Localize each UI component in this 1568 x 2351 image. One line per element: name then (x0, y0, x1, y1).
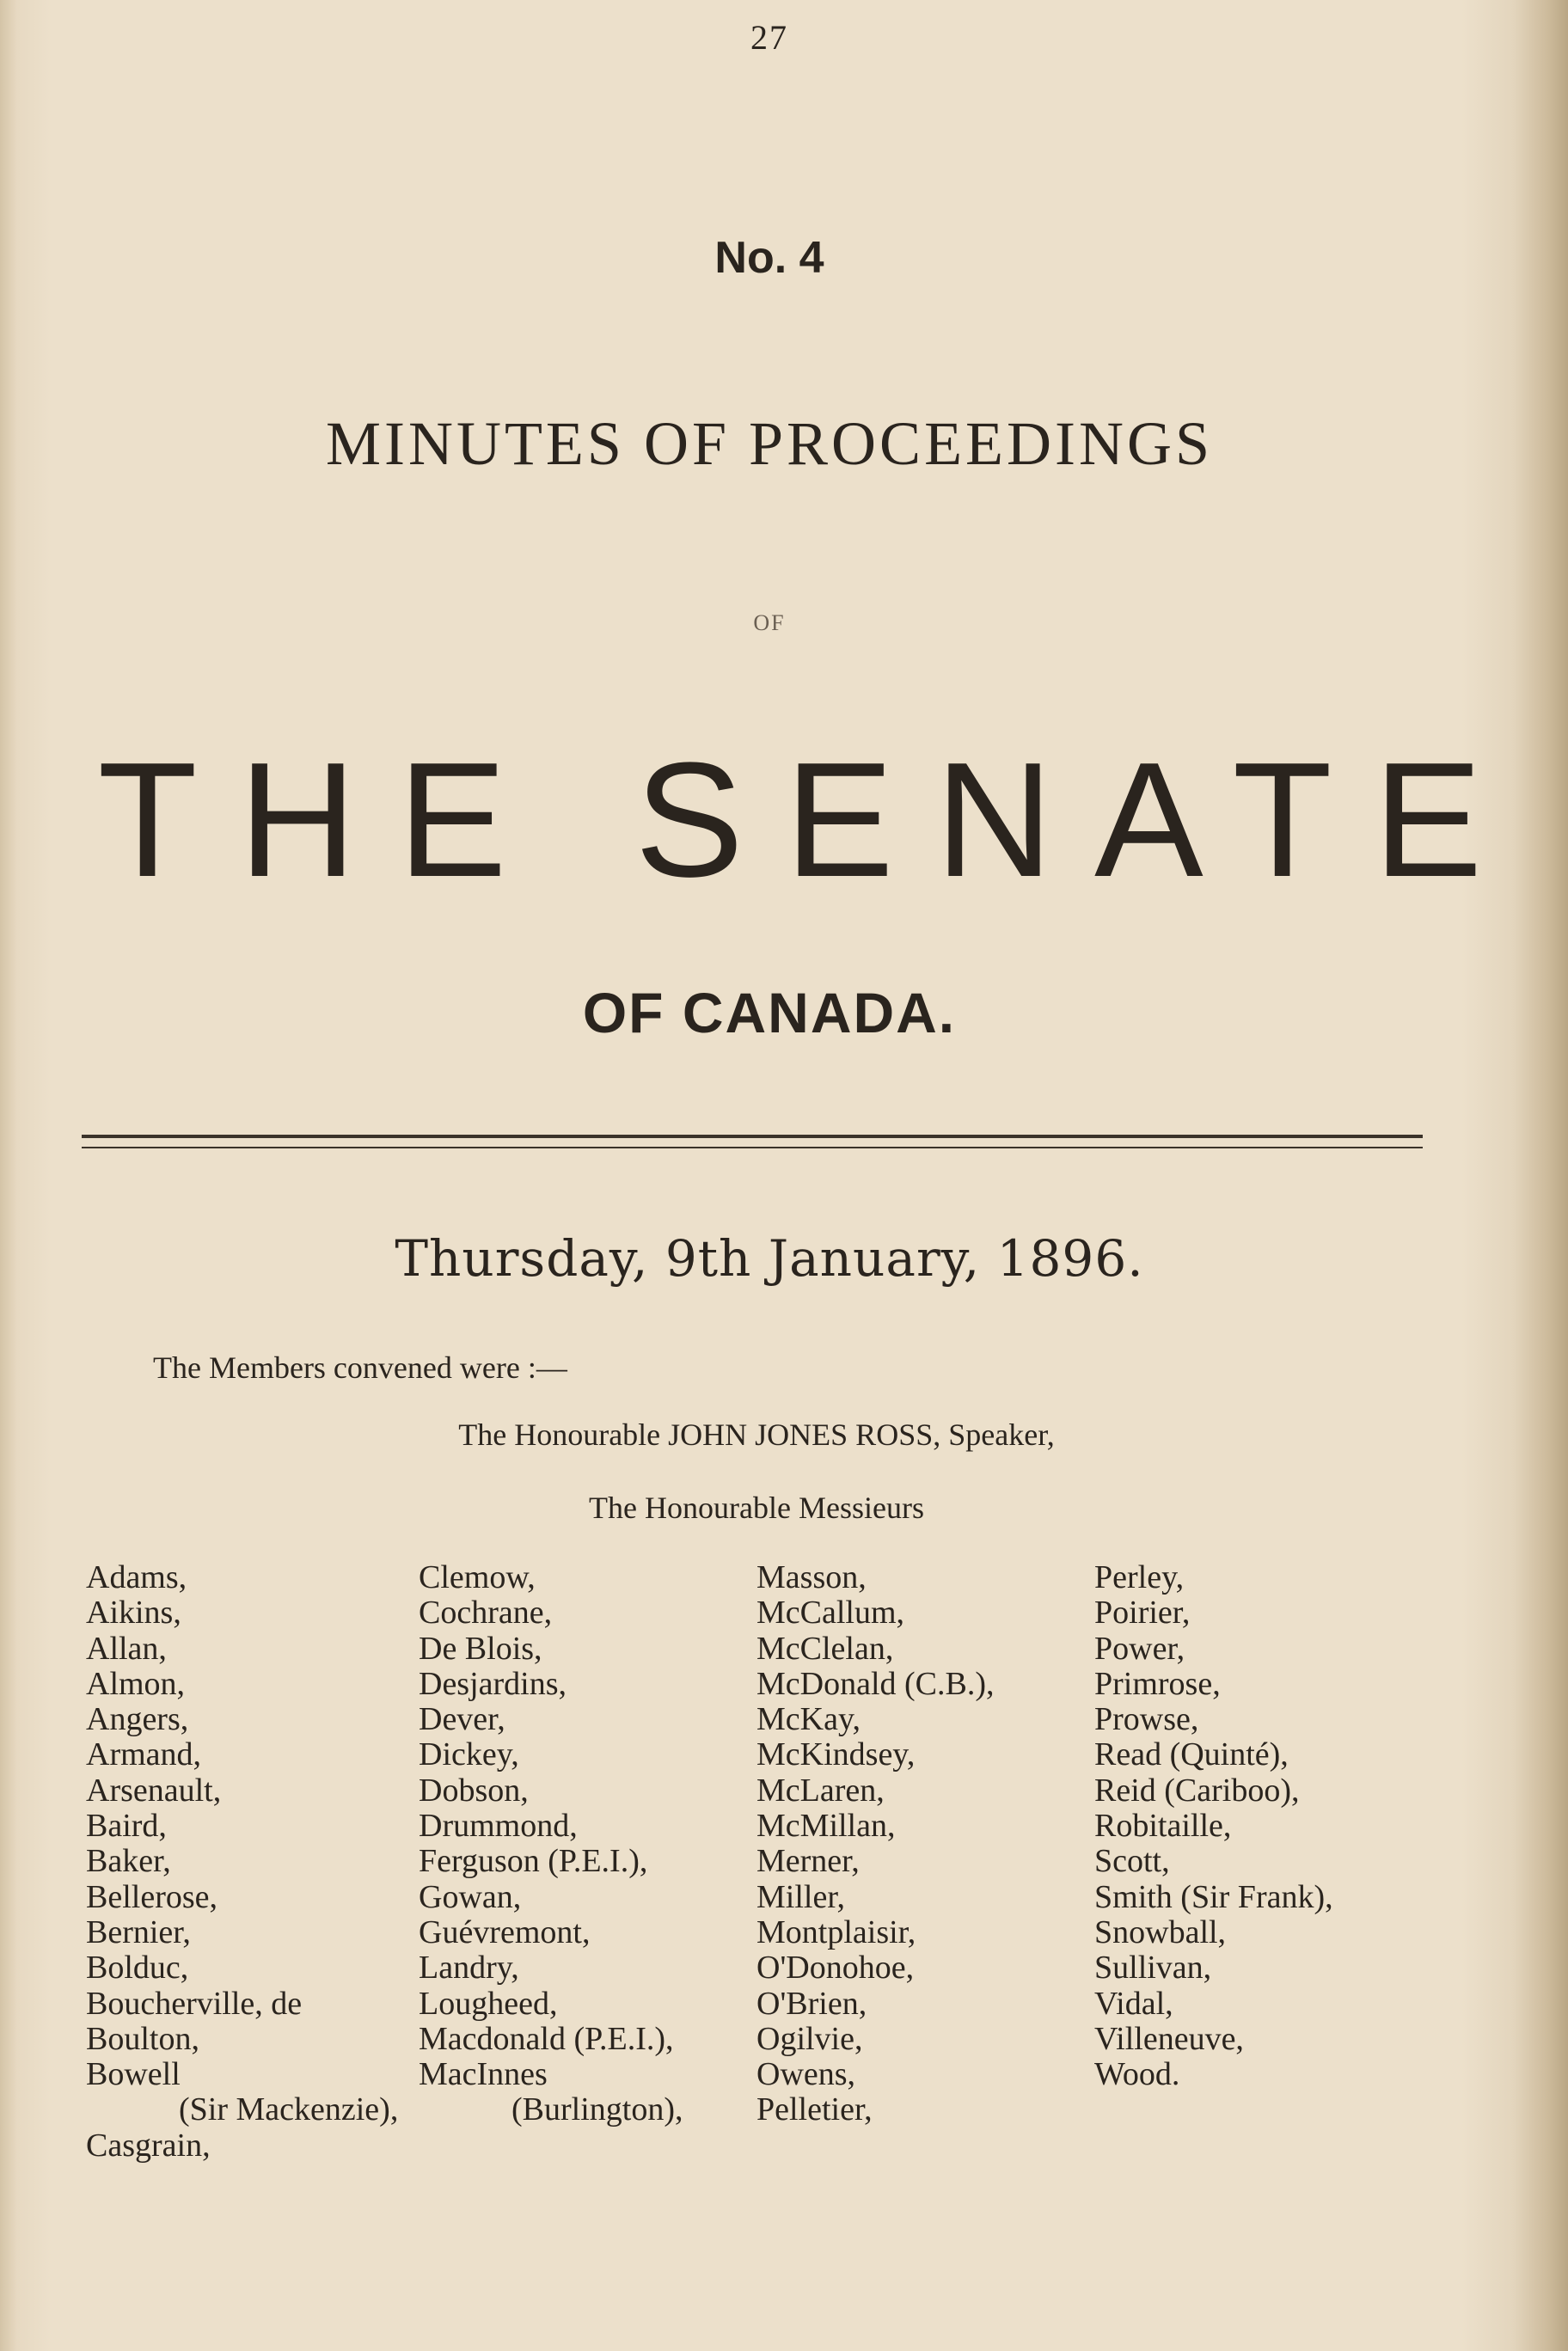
member-name: (Burlington), (511, 2091, 683, 2128)
member-name: Aikins, (86, 1595, 181, 1632)
member-name: Ferguson (P.E.I.), (419, 1843, 648, 1880)
member-name: Armand, (86, 1736, 202, 1773)
speaker-line: The Honourable JOHN JONES ROSS, Speaker, (458, 1417, 1055, 1452)
minutes-title: MINUTES OF PROCEEDINGS (325, 409, 1214, 478)
member-name: Bolduc, (86, 1950, 189, 1987)
member-name: Reid (Cariboo), (1094, 1772, 1300, 1809)
member-name: Casgrain, (86, 2127, 211, 2164)
member-name: Smith (Sir Frank), (1094, 1878, 1333, 1915)
member-name: Sullivan, (1094, 1950, 1212, 1987)
member-name: Ogilvie, (756, 2020, 863, 2057)
messieurs-line: The Honourable Messieurs (589, 1491, 924, 1525)
member-name: Almon, (86, 1665, 186, 1702)
member-name: Angers, (86, 1701, 189, 1738)
member-name: De Blois, (419, 1630, 542, 1667)
member-name: Snowball, (1094, 1913, 1227, 1950)
convened-line: The Members convened were :— (153, 1350, 567, 1385)
member-name: Merner, (756, 1843, 860, 1880)
issue-number: No. 4 (714, 233, 824, 283)
member-name: O'Brien, (756, 1985, 867, 2022)
member-name: Macdonald (P.E.I.), (419, 2020, 674, 2057)
member-name: Bellerose, (86, 1878, 218, 1915)
member-name: MacInnes (419, 2056, 548, 2093)
members-column-3 (756, 1560, 995, 2128)
member-name: Scott, (1094, 1843, 1170, 1880)
member-name: Villeneuve, (1094, 2020, 1244, 2057)
member-name: Adams, (86, 1559, 187, 1595)
member-name: Lougheed, (419, 1985, 558, 2022)
members-column-4 (1094, 1560, 1333, 2092)
member-name: Boucherville, de (86, 1985, 303, 2022)
member-name: Prowse, (1094, 1701, 1199, 1738)
member-name: Cochrane, (419, 1595, 553, 1632)
member-name: Landry, (419, 1950, 519, 1987)
members-column-2 (419, 1560, 683, 2128)
double-rule-top (82, 1135, 1423, 1138)
date-heading: Thursday, 9th January, 1896. (395, 1229, 1144, 1288)
member-name: (Sir Mackenzie), (179, 2091, 399, 2128)
member-name: Montplaisir, (756, 1913, 916, 1950)
member-name: Dobson, (419, 1772, 529, 1809)
page-number: 27 (750, 18, 788, 57)
member-name: Drummond, (419, 1808, 578, 1845)
member-name: Masson, (756, 1559, 867, 1595)
member-name: Pelletier, (756, 2091, 873, 2128)
member-name: Arsenault, (86, 1772, 222, 1809)
member-name: Power, (1094, 1630, 1185, 1667)
double-rule-bottom (82, 1147, 1423, 1148)
member-name: Clemow, (419, 1559, 536, 1595)
member-name: Dever, (419, 1701, 505, 1738)
member-name: O'Donohoe, (756, 1950, 915, 1987)
member-name: Primrose, (1094, 1665, 1221, 1702)
members-column-1 (86, 1560, 398, 2164)
member-name: McMillan, (756, 1808, 896, 1845)
member-name: Read (Quinté), (1094, 1736, 1289, 1773)
member-name: McLaren, (756, 1772, 885, 1809)
member-name: Bernier, (86, 1913, 191, 1950)
member-name: Bowell (86, 2056, 181, 2093)
member-name: Vidal, (1094, 1985, 1173, 2022)
member-name: Owens, (756, 2056, 856, 2093)
member-name: Poirier, (1094, 1595, 1191, 1632)
member-name: McKay, (756, 1701, 861, 1738)
member-name: Boulton, (86, 2020, 199, 2057)
member-name: McDonald (C.B.), (756, 1665, 995, 1702)
member-name: Miller, (756, 1878, 845, 1915)
member-name: Robitaille, (1094, 1808, 1232, 1845)
member-name: Baird, (86, 1808, 167, 1845)
member-name: Wood. (1094, 2056, 1180, 2093)
member-name: Perley, (1094, 1559, 1185, 1595)
senate-title: THE SENATE (97, 729, 1524, 911)
member-name: Guévremont, (419, 1913, 591, 1950)
member-name: Allan, (86, 1630, 167, 1667)
member-name: McClelan, (756, 1630, 894, 1667)
member-name: Baker, (86, 1843, 171, 1880)
member-name: Dickey, (419, 1736, 519, 1773)
country-title: OF CANADA. (582, 981, 957, 1044)
member-name: Desjardins, (419, 1665, 567, 1702)
member-name: Gowan, (419, 1878, 522, 1915)
of-word: OF (753, 610, 786, 635)
member-name: McKindsey, (756, 1736, 916, 1773)
member-name: McCallum, (756, 1595, 905, 1632)
